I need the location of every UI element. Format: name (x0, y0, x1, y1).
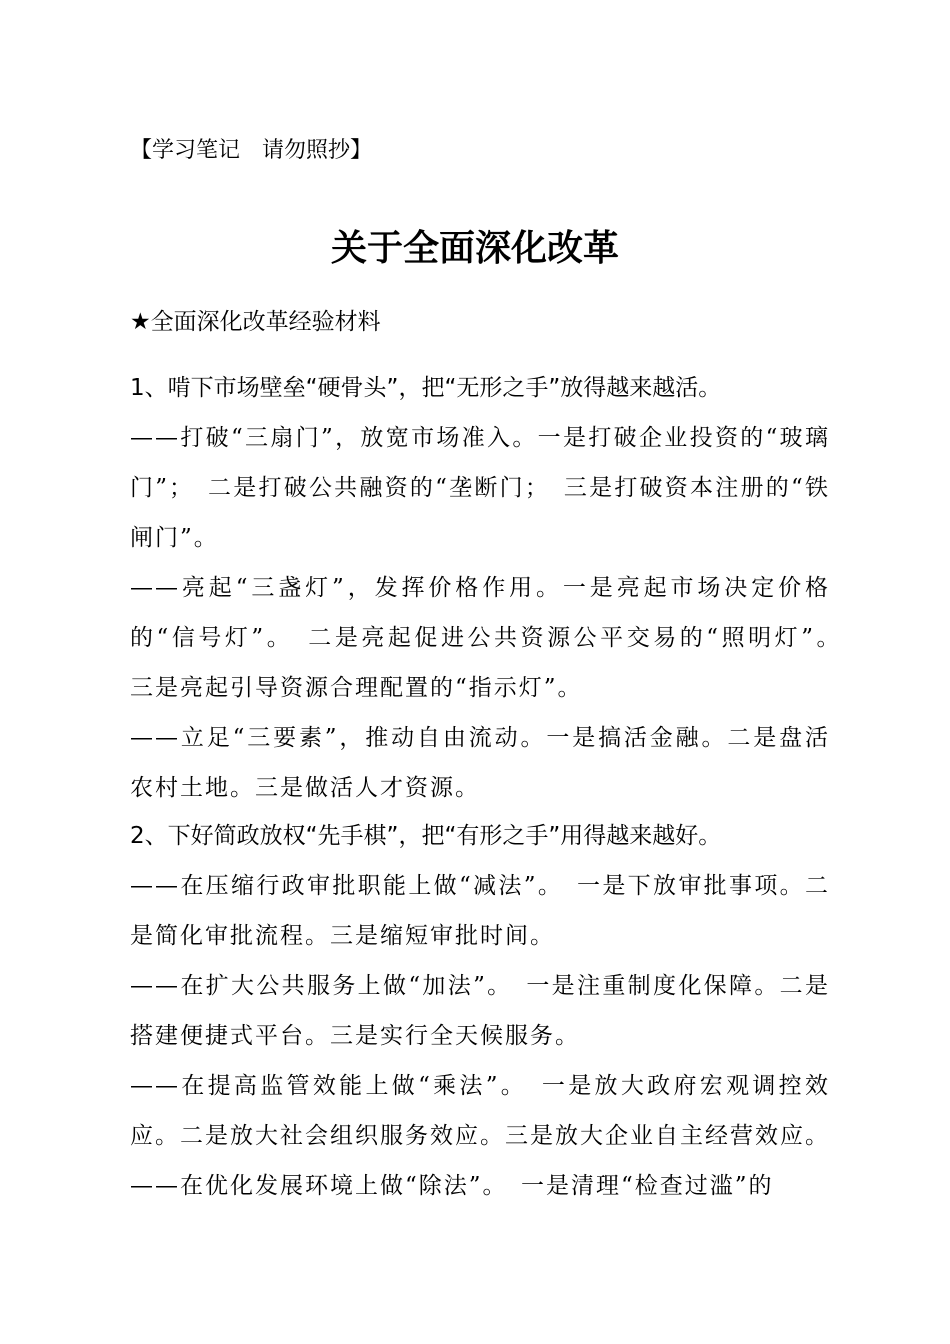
paragraph: ——在提高监管效能上做“乘法”。 一是放大政府宏观调控效应。二是放大社会组织服务效应。三是放大企业自主经营效应。 (130, 1073, 830, 1149)
paragraph: ——打破“三扇门”，放宽市场准入。一是打破企业投资的“玻璃门”； 二是打破公共融资的“垄断门； 三是打破资本注册的“铁闸门”。 (130, 425, 830, 551)
document-title: 关于全面深化改革 (330, 227, 619, 269)
section-heading: 2、下好简政放权“先手棋”，把“有形之手”用得越来越好。 (130, 823, 722, 849)
header-note: 【学习笔记 请勿照抄】 (130, 138, 373, 163)
paragraph: ——在优化发展环境上做“除法”。 一是清理“检查过滥”的 (130, 1173, 774, 1199)
paragraph: ——在扩大公共服务上做“加法”。 一是注重制度化保障。二是搭建便捷式平台。三是实行全天候服务。 (130, 973, 830, 1049)
paragraph: ——在压缩行政审批职能上做“减法”。 一是下放审批事项。二是简化审批流程。三是缩短审批时间。 (130, 873, 830, 949)
paragraph: ——立足“三要素”，推动自由流动。一是搞活金融。二是盘活农村土地。三是做活人才资源。 (130, 725, 830, 801)
section-heading: 1、啃下市场壁垒“硬骨头”，把“无形之手”放得越来越活。 (130, 375, 722, 401)
paragraph: ——亮起“三盏灯”，发挥价格作用。一是亮起市场决定价格的“信号灯”。 二是亮起促进公共资源公平交易的“照明灯”。 三是亮起引导资源合理配置的“指示灯”。 (130, 575, 855, 701)
document-subtitle: ★全面深化改革经验材料 (130, 309, 381, 335)
